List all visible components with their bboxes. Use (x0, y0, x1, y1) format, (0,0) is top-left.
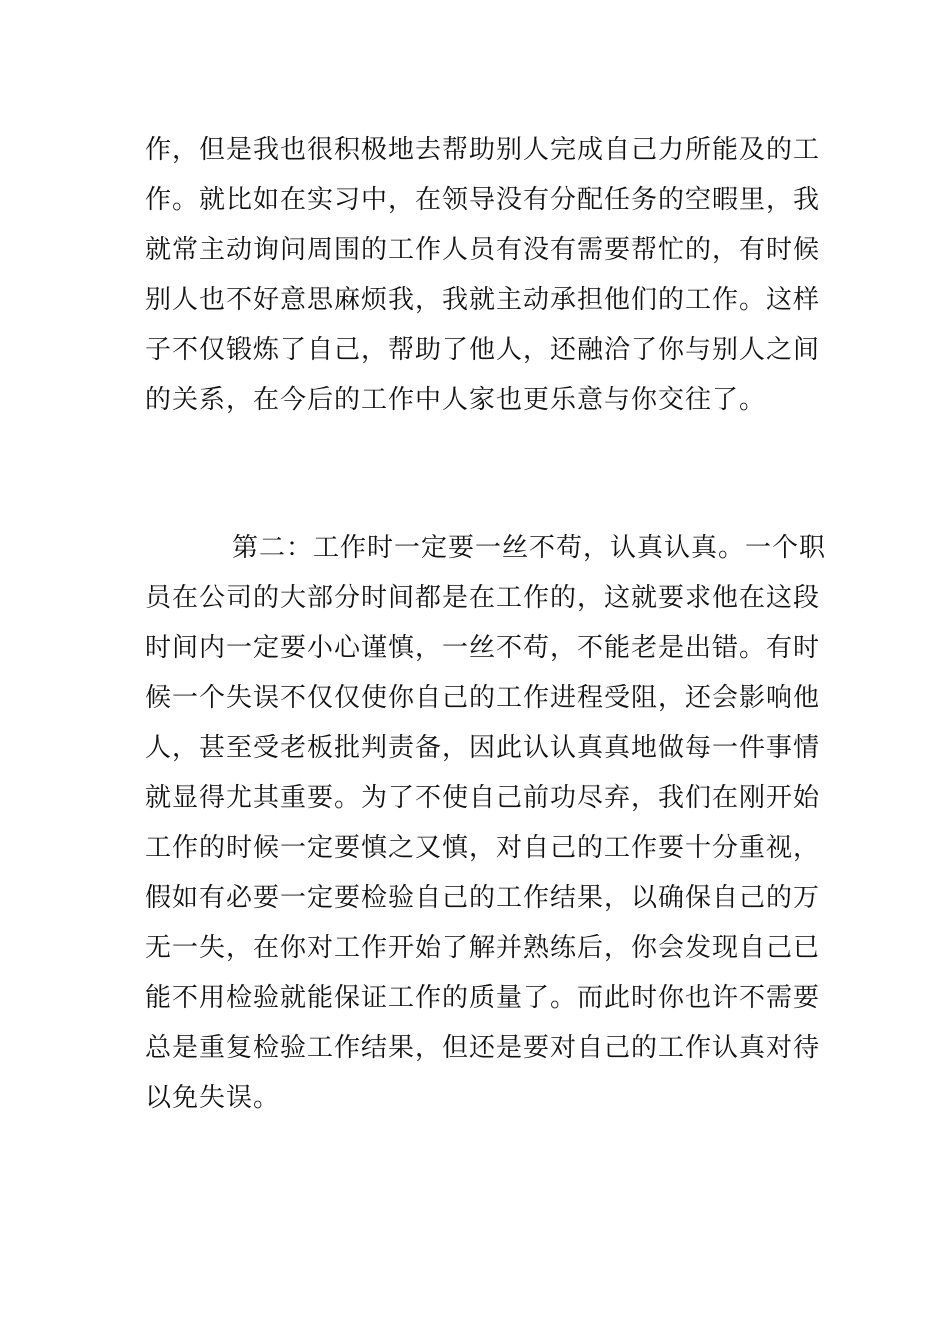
paragraph-line: 员在公司的大部分时间都是在工作的，这就要求他在这段 (145, 583, 821, 613)
paragraph-line: 以免失误。 (145, 1083, 281, 1113)
paragraph-line: 工作的时候一定要慎之又慎，对自己的工作要十分重视， (145, 833, 821, 863)
paragraph-line: 无一失，在你对工作开始了解并熟练后，你会发现自己已 (145, 933, 821, 963)
paragraph-line: 就显得尤其重要。为了不使自己前功尽弃，我们在刚开始 (145, 783, 821, 813)
paragraph-line: 总是重复检验工作结果，但还是要对自己的工作认真对待 (145, 1033, 821, 1063)
paragraph-line: 就常主动询问周围的工作人员有没有需要帮忙的，有时候 (145, 235, 821, 265)
paragraph-line: 假如有必要一定要检验自己的工作结果，以确保自己的万 (145, 883, 821, 913)
paragraph-line: 的关系，在今后的工作中人家也更乐意与你交往了。 (145, 385, 767, 415)
paragraph-line: 作。就比如在实习中，在领导没有分配任务的空暇里，我 (145, 185, 821, 215)
paragraph-line: 子不仅锻炼了自己，帮助了他人，还融洽了你与别人之间 (145, 335, 821, 365)
paragraph-line: 第二：工作时一定要一丝不苟，认真认真。一个职 (232, 533, 827, 563)
paragraph-line: 能不用检验就能保证工作的质量了。而此时你也许不需要 (145, 983, 821, 1013)
paragraph-line: 人，甚至受老板批判责备，因此认认真真地做每一件事情 (145, 733, 821, 763)
paragraph-line: 别人也不好意思麻烦我，我就主动承担他们的工作。这样 (145, 285, 821, 315)
paragraph-line: 作，但是我也很积极地去帮助别人完成自己力所能及的工 (145, 135, 821, 165)
paragraph-line: 时间内一定要小心谨慎，一丝不苟，不能老是出错。有时 (145, 633, 821, 663)
paragraph-line: 候一个失误不仅仅使你自己的工作进程受阻，还会影响他 (145, 683, 821, 713)
